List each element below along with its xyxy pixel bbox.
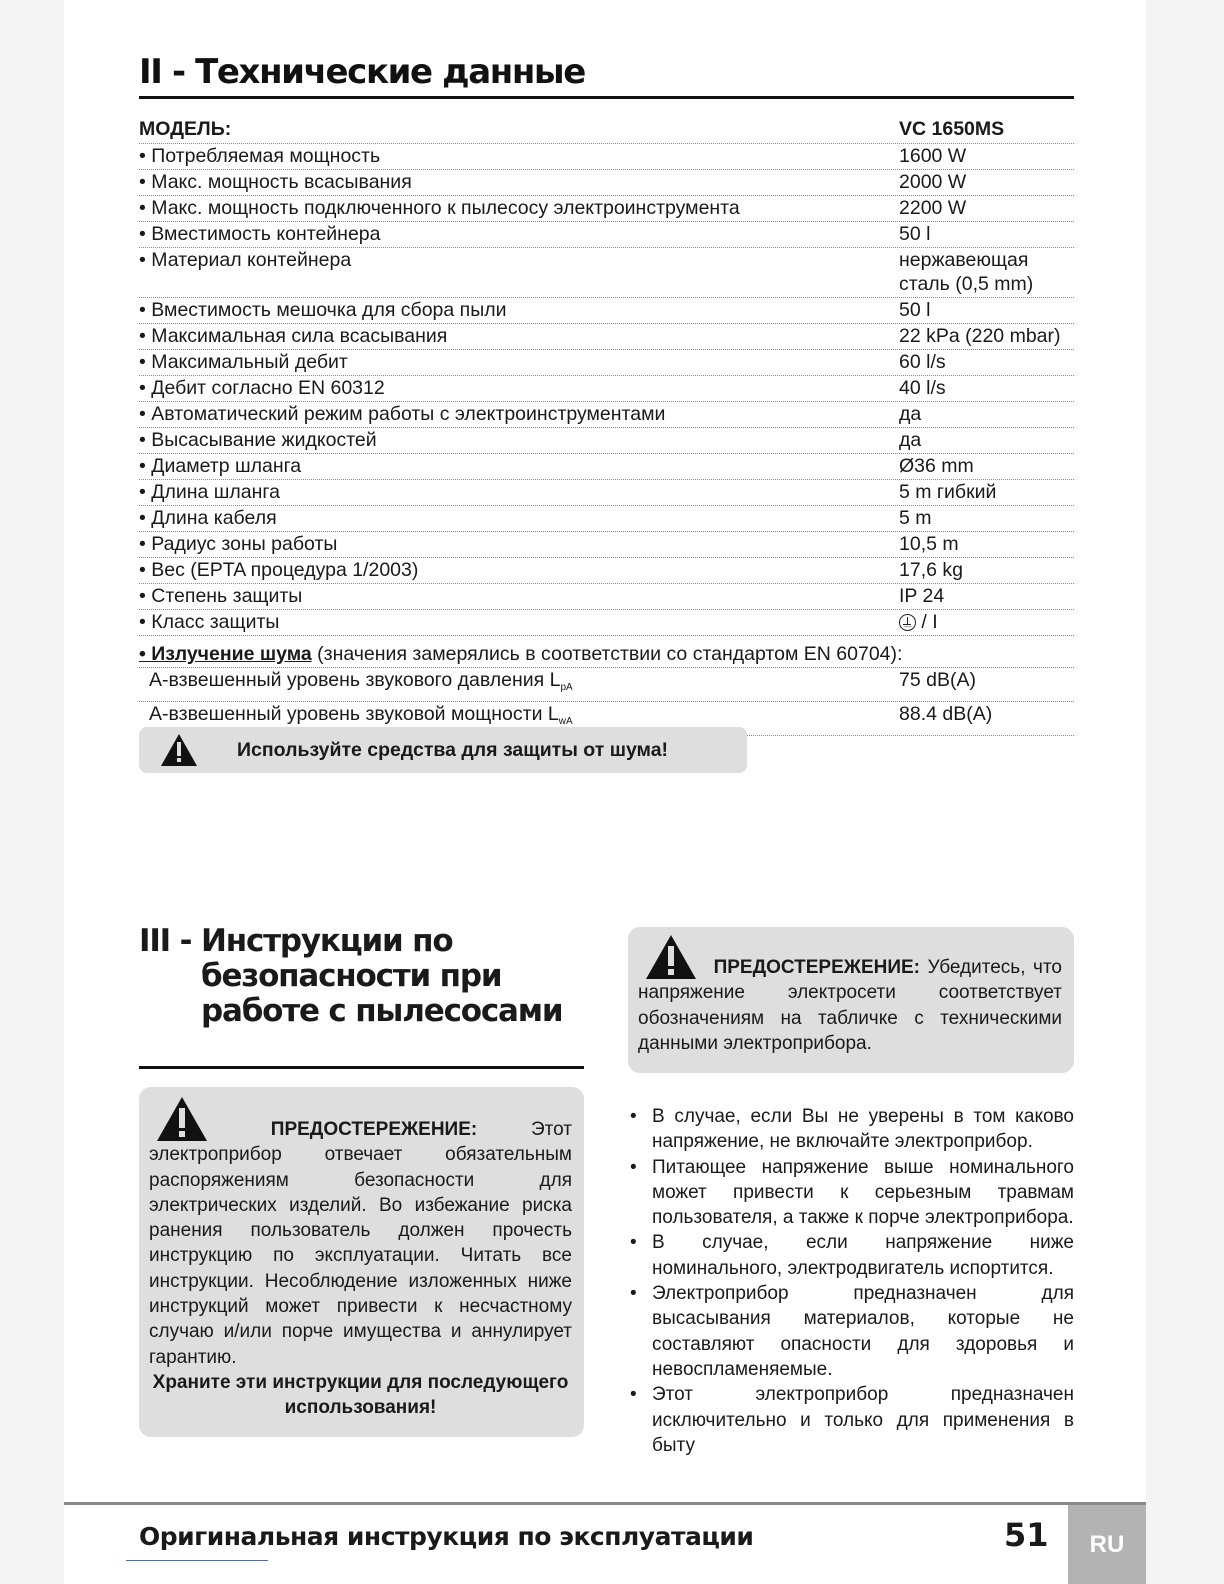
keep-instructions-text: Храните эти инструкции для последующего использования! xyxy=(152,1371,569,1419)
noise-notice-text: Используйте средства для защиты от шума! xyxy=(237,738,669,761)
spec-key: • Материал контейнера xyxy=(139,249,352,271)
noise-notice xyxy=(139,727,747,773)
noise-title-row xyxy=(139,642,1074,668)
spec-value: да xyxy=(899,403,922,425)
spec-row xyxy=(139,170,1074,196)
spec-value: 10,5 m xyxy=(899,533,959,555)
spec-value: 50 l xyxy=(899,223,931,245)
spec-row xyxy=(139,196,1074,222)
section3-title: Инструкции по безопасности при работе с пылесосами xyxy=(201,923,563,1029)
noise-note: (значения замерялись в соответствии со стандартом EN 60704): xyxy=(311,643,903,665)
spec-rows xyxy=(139,144,1074,610)
warning-triangle-icon xyxy=(161,734,197,766)
spec-key: • Высасывание жидкостей xyxy=(139,429,377,451)
spec-header-row xyxy=(139,116,1074,144)
spec-key: • Класс защиты xyxy=(139,611,280,633)
spec-key: • Длина шланга xyxy=(139,481,280,503)
spec-value: 22 kPa (220 mbar) xyxy=(899,325,1061,347)
spec-row xyxy=(139,584,1074,610)
spec-key: • Автоматический режим работы с электроинструментами xyxy=(139,403,666,425)
spec-row xyxy=(139,558,1074,584)
bullet-item xyxy=(628,1155,1074,1231)
spec-row xyxy=(139,144,1074,170)
noise-key-text: A-взвешенный уровень звуковой мощности L xyxy=(149,703,559,725)
spec-row xyxy=(139,402,1074,428)
spec-value: 40 l/s xyxy=(899,377,946,399)
bullet-dot: • xyxy=(630,1156,637,1178)
page-number: 51 xyxy=(1004,1516,1049,1554)
noise-key xyxy=(139,668,899,700)
spec-key: • Потребляемая мощность xyxy=(139,145,381,167)
bullet-dot: • xyxy=(630,1384,637,1406)
warning-label: ПРЕДОСТЕРЕЖЕНИЕ: xyxy=(713,957,920,978)
noise-title-line xyxy=(139,642,902,666)
spec-value: нержавеющая сталь (0,5 mm) xyxy=(899,249,1034,295)
spec-value: 5 m xyxy=(899,507,932,529)
noise-key-subscript: pA xyxy=(560,682,573,693)
spec-row xyxy=(139,506,1074,532)
spec-value: 5 m гибкий xyxy=(899,481,997,503)
safety-bullets xyxy=(628,1104,1074,1458)
right-margin-shade xyxy=(1146,0,1224,1584)
bullet-item xyxy=(628,1104,1074,1155)
spec-table xyxy=(139,116,1074,736)
language-tab: RU xyxy=(1068,1505,1146,1584)
class-value-text: / I xyxy=(921,611,938,633)
spec-key: • Вес (EPTA процедура 1/2003) xyxy=(139,559,419,581)
spec-key: • Максимальная сила всасывания xyxy=(139,325,448,347)
spec-value: 50 l xyxy=(899,299,931,321)
spec-row-class xyxy=(139,610,1074,636)
section2-heading: II - Технические данные xyxy=(139,52,1074,99)
section3-number: III - xyxy=(139,923,192,959)
bullet-text: В случае, если Вы не уверены в том каково напряжение, не включайте электроприбор. xyxy=(652,1106,1074,1153)
spec-value xyxy=(899,610,1074,634)
spec-value: 2200 W xyxy=(899,197,967,219)
warning-label: ПРЕДОСТЕРЕЖЕНИЕ: xyxy=(270,1119,478,1140)
spec-key: • Диаметр шланга xyxy=(139,455,302,477)
spec-value: 2000 W xyxy=(899,171,967,193)
spec-row xyxy=(139,376,1074,402)
model-value: VC 1650MS xyxy=(899,118,1005,140)
bullet-item xyxy=(628,1281,1074,1382)
noise-value: 75 dB(A) xyxy=(899,669,976,691)
bullet-dot: • xyxy=(630,1106,637,1127)
selection-line xyxy=(126,1560,268,1561)
spec-row xyxy=(139,324,1074,350)
footer-rule xyxy=(64,1502,1146,1505)
section3-heading xyxy=(139,924,584,1069)
spec-key: • Вместимость контейнера xyxy=(139,223,381,245)
model-label: МОДЕЛЬ: xyxy=(139,118,232,140)
spec-key: • Макс. мощность подключенного к пылесосу электроинструмента xyxy=(139,197,740,219)
noise-value: 88.4 dB(A) xyxy=(899,703,993,725)
spec-value: IP 24 xyxy=(899,585,945,607)
bullet-text: Питающее напряжение выше номинального может привести к серьезным травмам пользователя, а также к порче электроприбора. xyxy=(652,1156,1074,1229)
spec-key: • Дебит согласно EN 60312 xyxy=(139,377,385,399)
spec-row xyxy=(139,428,1074,454)
spec-key: • Макс. мощность всасывания xyxy=(139,171,412,193)
bullet-item xyxy=(628,1382,1074,1458)
spec-key: • Длина кабеля xyxy=(139,507,277,529)
warning-text: Убедитесь, что напряжение электросети соответствует обозначениям на табличке с техническими данными электроприбора. xyxy=(638,957,1062,1054)
warning-text: Этот электроприбор отвечает обязательным распоряжениям безопасности для электрических изделий. Во избежание риска ранения пользователь должен прочесть инструкцию по эксплуатации. Читать все инструкции. Несоблюдение изложенных ниже инструкций может привести к несчастному случаю и/или порче имущества и аннулирует гарантию. xyxy=(149,1119,573,1368)
bullet-text: Электроприбор предназначен для высасывания материалов, которые не составляют опасности для здоровья и невоспламеняемые. xyxy=(652,1283,1074,1380)
voltage-warning-box xyxy=(628,927,1074,1073)
spec-key: • Радиус зоны работы xyxy=(139,533,338,555)
warning-triangle-icon xyxy=(646,935,696,979)
bullet-dot: • xyxy=(630,1232,637,1254)
bullet-text: Этот электроприбор предназначен исключительно и только для применения в быту xyxy=(652,1384,1074,1456)
noise-row xyxy=(139,668,1074,702)
spec-key: • Вместимость мешочка для сбора пыли xyxy=(139,299,507,321)
noise-rows xyxy=(139,668,1074,736)
bullet-dot: • xyxy=(630,1283,637,1305)
spec-row xyxy=(139,532,1074,558)
left-margin-shade xyxy=(0,0,64,1584)
spec-row xyxy=(139,350,1074,376)
footer-title: Оригинальная инструкция по эксплуатации xyxy=(139,1522,754,1551)
earth-ground-icon xyxy=(899,614,916,631)
noise-key-text: A-взвешенный уровень звукового давления L xyxy=(149,669,561,691)
spec-row xyxy=(139,298,1074,324)
spec-value: 17,6 kg xyxy=(899,559,963,581)
spec-value: да xyxy=(899,429,922,451)
spec-row xyxy=(139,480,1074,506)
spec-key: • Степень защиты xyxy=(139,585,303,607)
spec-value: 1600 W xyxy=(899,145,967,167)
noise-key-subscript: wA xyxy=(558,716,573,727)
safety-warning-box xyxy=(139,1087,584,1437)
spec-row xyxy=(139,248,1074,298)
noise-title: • Излучение шума xyxy=(139,643,312,665)
bullet-item xyxy=(628,1230,1074,1281)
spec-row xyxy=(139,222,1074,248)
spec-row xyxy=(139,454,1074,480)
spec-value: 60 l/s xyxy=(899,351,946,373)
spec-value: Ø36 mm xyxy=(899,455,974,477)
bullet-text: В случае, если напряжение ниже номинального, электродвигатель испортится. xyxy=(652,1232,1074,1279)
warning-triangle-icon xyxy=(157,1097,207,1141)
spec-key: • Максимальный дебит xyxy=(139,351,348,373)
